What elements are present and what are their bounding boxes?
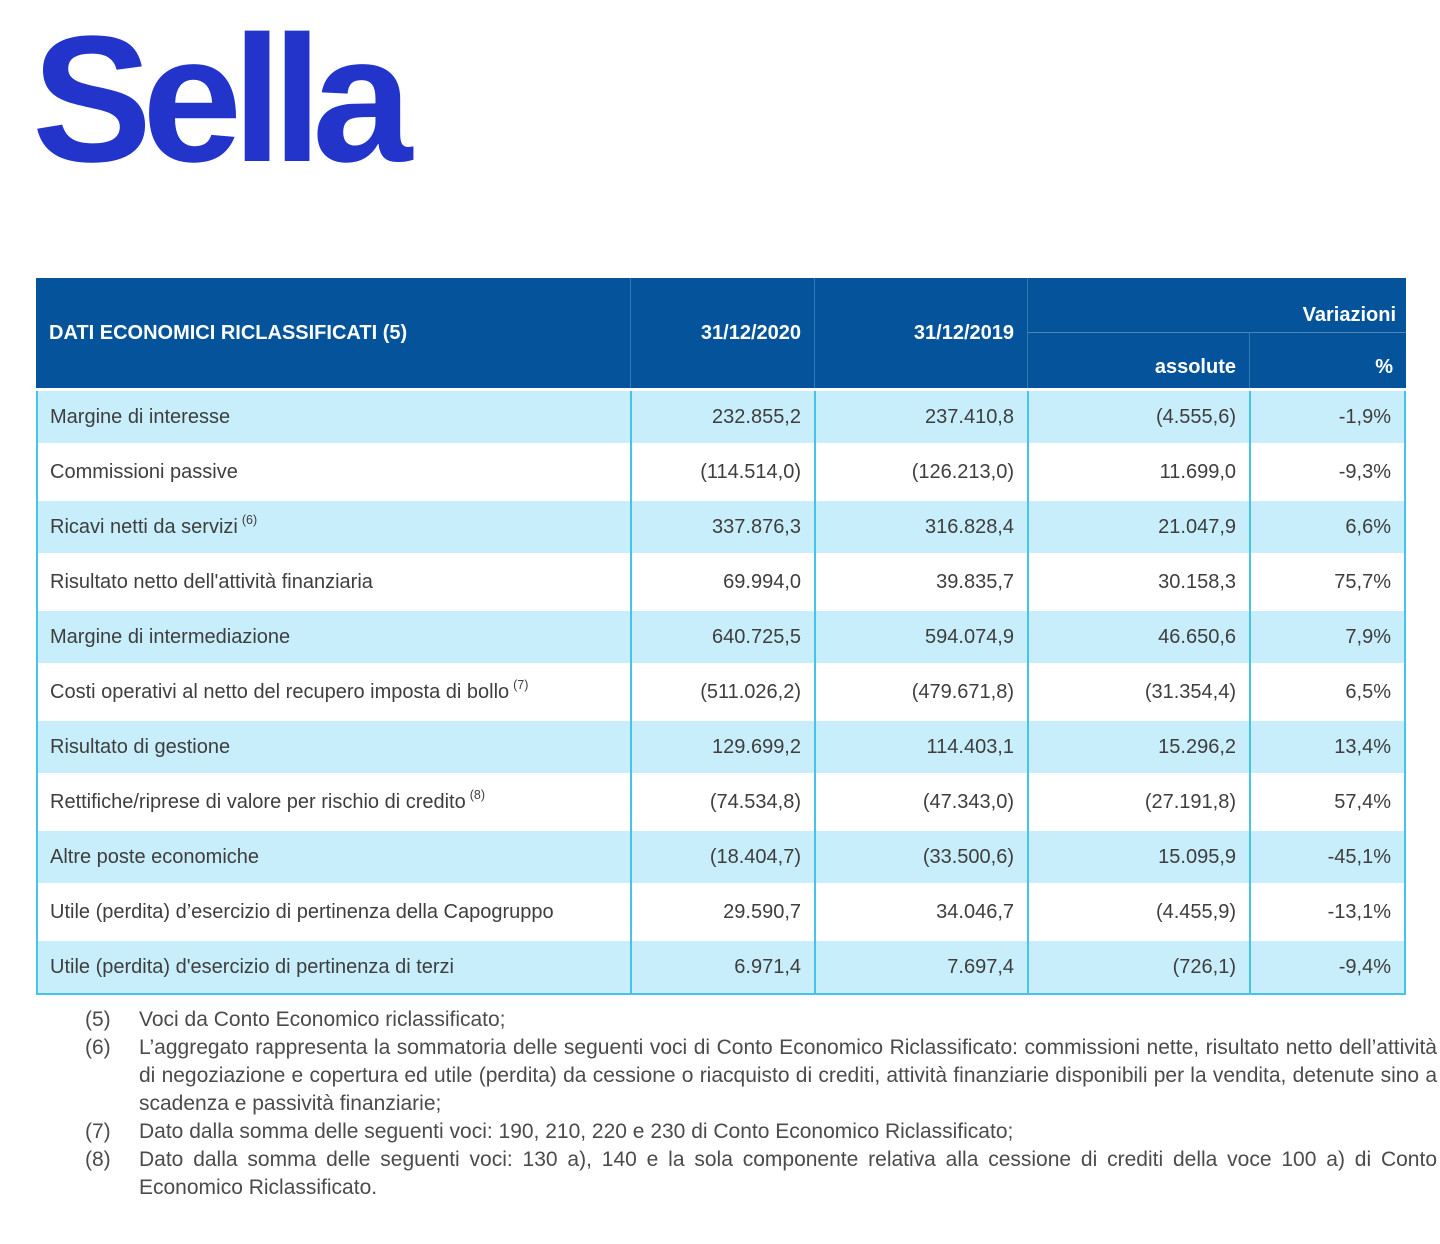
row-label: Risultato di gestione: [50, 735, 231, 758]
cell-percent: 75,7%: [1334, 570, 1391, 593]
footnote-ref: (6): [241, 513, 258, 527]
cell-2019: 114.403,1: [926, 735, 1014, 758]
row-label-cell: [38, 501, 630, 553]
cell-percent: -1,9%: [1338, 405, 1391, 428]
cell-assolute: (27.191,8): [1144, 790, 1236, 813]
footnote-text: Dato dalla somma delle seguenti voci: 190, 210, 220 e 230 di Conto Economico Riclassificato;: [139, 1120, 1014, 1143]
cell-2019: (33.500,6): [922, 845, 1014, 868]
cell-assolute: 15.095,9: [1158, 845, 1236, 868]
table-row: [38, 446, 1404, 498]
header-assolute: assolute: [1027, 332, 1249, 388]
row-label: Costi operativi al netto del recupero imposta di bollo: [50, 680, 510, 703]
row-label: Margine di interesse: [50, 405, 231, 428]
row-label-cell: [38, 666, 630, 718]
row-label: Risultato netto dell'attività finanziaria: [50, 570, 373, 593]
header-percent: %: [1249, 332, 1406, 388]
footnote-6: [85, 1034, 1437, 1118]
cell-2020: 232.855,2: [712, 405, 801, 428]
footnote-5: [85, 1006, 1437, 1034]
footnote-ref: (8): [469, 788, 486, 802]
cell-2019: 594.074,9: [925, 625, 1014, 648]
footnote-number: (5): [85, 1008, 111, 1031]
cell-2020: 337.876,3: [712, 515, 801, 538]
footnote-text: Voci da Conto Economico riclassificato;: [139, 1008, 506, 1031]
row-label: Margine di intermediazione: [50, 625, 291, 648]
footnote-number: (6): [85, 1036, 111, 1059]
cell-assolute: (4.455,9): [1155, 900, 1236, 923]
header-col-2020: 31/12/2020: [630, 278, 814, 388]
footnote-7: [85, 1118, 1437, 1146]
footnote-ref: (7): [513, 678, 529, 692]
cell-assolute: 21.047,9: [1158, 515, 1236, 538]
table-rows: [38, 391, 1404, 993]
cell-2019: 39.835,7: [936, 570, 1014, 593]
cell-2020: (114.514,0): [700, 460, 801, 483]
cell-assolute: 30.158,3: [1158, 570, 1236, 593]
cell-assolute: 11.699,0: [1159, 460, 1236, 483]
financial-table: [36, 278, 1406, 995]
cell-percent: 57,4%: [1334, 790, 1391, 813]
cell-percent: -9,4%: [1338, 955, 1391, 978]
table-row: [38, 721, 1404, 773]
row-label: Utile (perdita) d’esercizio di pertinenza della Capogruppo: [50, 900, 554, 923]
cell-2020: 129.699,2: [712, 735, 801, 758]
cell-2019: (47.343,0): [922, 790, 1014, 813]
table-row: [38, 556, 1404, 608]
footnote-text: Dato dalla somma delle seguenti voci: 130 a), 140 e la sola componente relativa alla cessione di crediti della voce 100 a) di Conto Economico Riclassificato.: [139, 1148, 1437, 1199]
table-row: [38, 776, 1404, 828]
sella-logo: Sella: [32, 0, 403, 200]
row-label-cell: [38, 611, 630, 663]
cell-2019: 7.697,4: [947, 955, 1014, 978]
cell-percent: 13,4%: [1334, 735, 1391, 758]
column-separator: [1249, 391, 1251, 993]
cell-2020: 69.994,0: [723, 570, 801, 593]
cell-2019: (126.213,0): [911, 460, 1014, 483]
footnote-8: [85, 1146, 1437, 1202]
table-row: [38, 501, 1404, 553]
cell-assolute: 46.650,6: [1158, 625, 1236, 648]
table-row: [38, 611, 1404, 663]
row-label-cell: [38, 556, 630, 608]
row-label-cell: [38, 831, 630, 883]
cell-2020: 29.590,7: [723, 900, 801, 923]
cell-percent: 6,6%: [1345, 515, 1391, 538]
row-label-cell: [38, 886, 630, 938]
row-label: Rettifiche/riprese di valore per rischio di credito: [50, 790, 466, 813]
cell-2020: (511.026,2): [700, 680, 801, 703]
table-row: [38, 886, 1404, 938]
table-body: [36, 391, 1406, 995]
footnotes: [85, 1006, 1437, 1202]
column-separator: [630, 391, 632, 993]
column-separator: [1027, 391, 1029, 993]
row-label: Commissioni passive: [50, 460, 238, 483]
cell-2020: (18.404,7): [709, 845, 801, 868]
header-title: DATI ECONOMICI RICLASSIFICATI (5): [49, 321, 408, 344]
cell-2020: 640.725,5: [712, 625, 801, 648]
table-row: [38, 666, 1404, 718]
table-row: [38, 941, 1404, 993]
header-col-2019: 31/12/2019: [814, 278, 1027, 388]
row-label-cell: [38, 391, 630, 443]
row-label-cell: [38, 941, 630, 993]
header-variazioni: Variazioni: [1027, 278, 1406, 332]
table-header: [36, 278, 1406, 388]
row-label: Altre poste economiche: [50, 845, 260, 868]
cell-assolute: 15.296,2: [1158, 735, 1236, 758]
cell-2019: 316.828,4: [925, 515, 1014, 538]
cell-percent: 6,5%: [1345, 680, 1391, 703]
row-label-cell: [38, 721, 630, 773]
row-label-cell: [38, 446, 630, 498]
cell-percent: -45,1%: [1327, 845, 1391, 868]
table-row: [38, 831, 1404, 883]
footnote-number: (8): [85, 1148, 111, 1171]
cell-percent: 7,9%: [1345, 625, 1391, 648]
row-label-cell: [38, 776, 630, 828]
table-row: [38, 391, 1404, 443]
cell-assolute: (726,1): [1172, 955, 1236, 978]
row-label: Ricavi netti da servizi: [50, 515, 238, 538]
cell-2019: (479.671,8): [911, 680, 1014, 703]
cell-2019: 237.410,8: [925, 405, 1014, 428]
cell-percent: -13,1%: [1327, 900, 1391, 923]
cell-2020: (74.534,8): [709, 790, 801, 813]
cell-2019: 34.046,7: [936, 900, 1014, 923]
column-separator: [814, 391, 816, 993]
footnote-number: (7): [85, 1120, 111, 1143]
cell-assolute: (31.354,4): [1144, 680, 1236, 703]
footnote-text: L’aggregato rappresenta la sommatoria delle seguenti voci di Conto Economico Riclassificato: commissioni nette, risultato netto dell’attività di negoziazione e copertura ed utile (perdita) da cessione o riacquisto di crediti, attività finanziarie disponibili per la vendita, detenute sino a scadenza e passività finanziarie;: [139, 1036, 1437, 1115]
cell-assolute: (4.555,6): [1155, 405, 1236, 428]
cell-2020: 6.971,4: [734, 955, 801, 978]
row-label: Utile (perdita) d'esercizio di pertinenza di terzi: [50, 955, 454, 978]
cell-percent: -9,3%: [1338, 460, 1391, 483]
